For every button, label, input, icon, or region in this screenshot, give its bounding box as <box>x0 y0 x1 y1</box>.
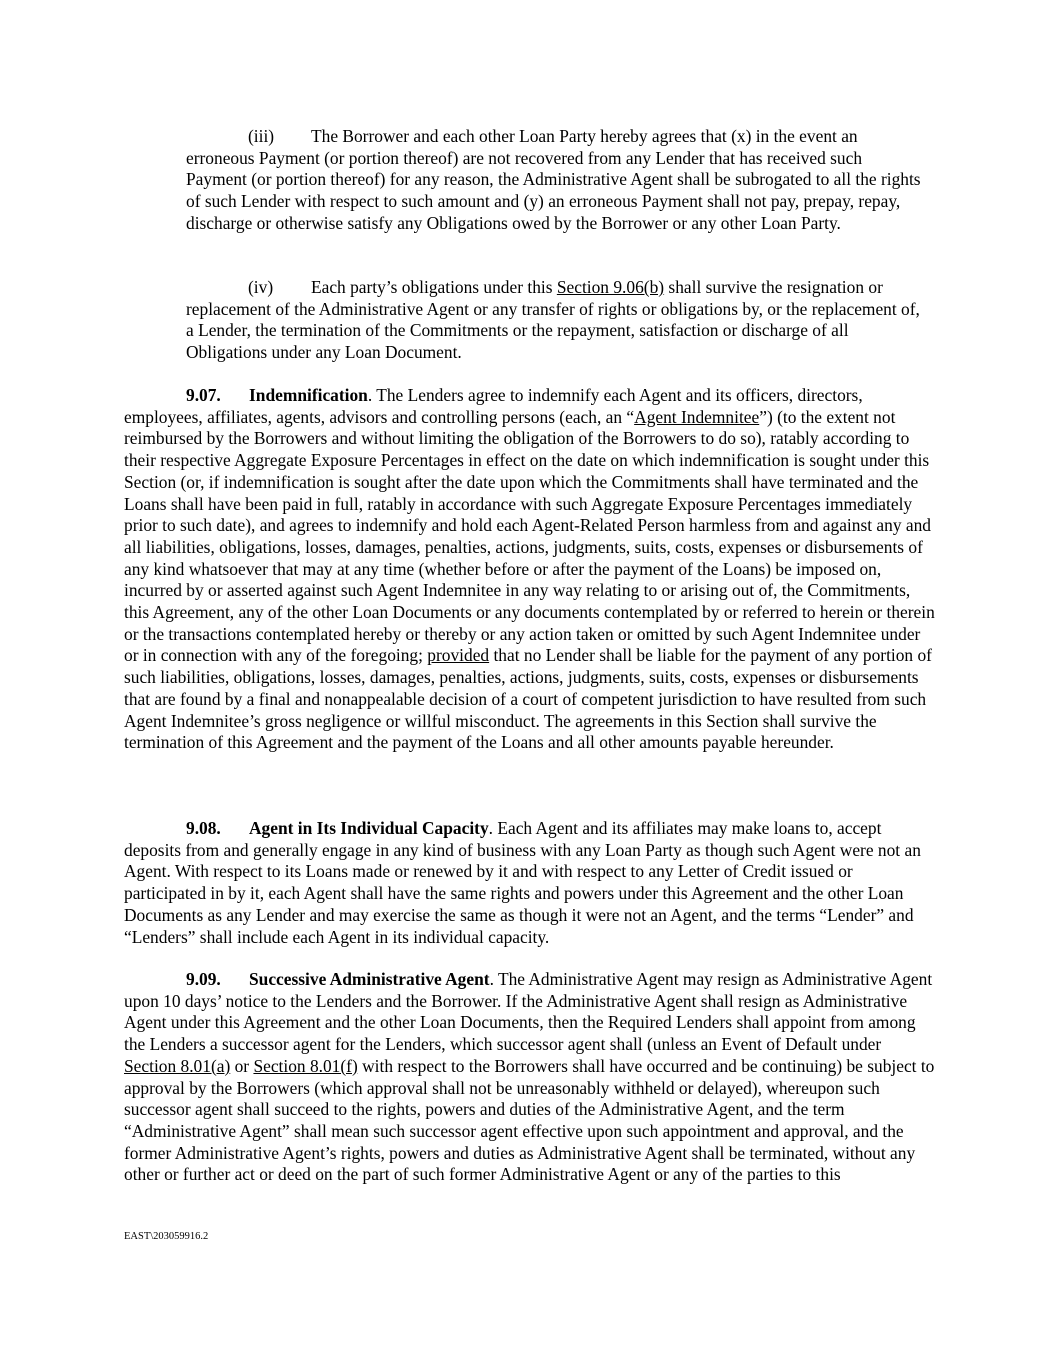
clause-text: The Borrower and each other Loan Party hereby agrees that (x) in the event an erroneous Payment (or portion thereof) are not recovered from any Lender that has received such Payment (or portion thereof) for any reason, the Administrative Agent shall be subrogated to all the rights of such Lender with respect to such amount and (y) an erroneous Payment shall not pay, prepay, repay, discharge or otherwise satisfy any Obligations owed by the Borrower or any other Loan Party. <box>186 126 921 233</box>
section-9-08 <box>124 818 936 948</box>
section-number: 9.08. <box>186 818 221 838</box>
section-text: or <box>230 1055 254 1076</box>
clause-number: (iii) <box>248 126 275 146</box>
section-text: with respect to the Borrowers shall have occurred and be continuing) be subject to approval by the Borrowers (which approval shall not be unreasonably withheld or delayed), whereupon such successor agent shall succeed to the rights, powers and duties of the Administrative Agent, and the term “Administrative Agent” shall mean such successor agent effective upon such appointment and approval, and the former Administrative Agent’s rights, powers and duties as Administrative Agent shall be terminated, without any other or further act or deed on the part of such former Administrative Agent or any of the parties to this <box>124 1055 935 1185</box>
section-reference-link[interactable]: Section 9.06(b) <box>556 277 665 297</box>
section-text: ”) (to the extent not reimbursed by the Borrowers and without limiting the obligation of the Borrowers to do so), ratably according to their respective Aggregate Exposure Percentages in effect on the date on which indemnification is sought under this Section (or, if indemnification is sought after the date upon which the Commitments shall have terminated and the Loans shall have been paid in full, ratably in accordance with such Aggregate Exposure Percentages immediately prior to such date), and agrees to indemnify and hold each Agent-Related Person harmless from and against any and all liabilities, obligations, losses, damages, penalties, actions, judgments, suits, costs, expenses or disbursements of any kind whatsoever that may at any time (whether before or after the payment of the Loans) be imposed on, incurred by or asserted against such Agent Indemnitee in any way relating to or arising out of, the Commitments, this Agreement, any of the other Loan Documents or any documents contemplated by or referred to herein or therein or the transactions contemplated hereby or thereby or any action taken or omitted by such Agent Indemnitee under or in connection with any of the foregoing; <box>124 406 935 666</box>
section-9-09 <box>124 969 936 1186</box>
clause-text: shall survive the resignation or replacement of the Administrative Agent or any transfer of rights or obligations by, or the replacement of, a Lender, the termination of the Commitments or the repayment, satisfaction or discharge of all Obligations under any Loan Document. <box>186 277 920 363</box>
paragraph-iii <box>186 126 926 235</box>
section-9-07 <box>124 385 936 754</box>
paragraph-iv <box>186 277 926 364</box>
proviso-term: provided <box>427 645 490 666</box>
clause-text: Each party’s obligations under this <box>311 277 557 297</box>
section-text: that no Lender shall be liable for the payment of any portion of such liabilities, obligations, losses, damages, penalties, actions, judgments, suits, costs, expenses or disbursements that are found by a final and nonappealable decision of a court of competent jurisdiction to have resulted from such Agent Indemnitee’s gross negligence or willful misconduct. The agreements in this Section shall survive the termination of this Agreement and the payment of the Loans and all other amounts payable hereunder. <box>124 645 932 753</box>
section-reference-link[interactable]: Section 8.01(a) <box>124 1055 231 1076</box>
section-heading: Agent in Its Individual Capacity <box>249 818 489 838</box>
section-reference-link[interactable]: Section 8.01(f) <box>253 1055 358 1076</box>
defined-term: Agent Indemnitee <box>634 406 760 427</box>
section-number: 9.09. <box>186 969 221 989</box>
section-text: . The Lenders agree to indemnify each Agent and its officers, directors, employees, affiliates, agents, advisors and controlling persons (each, an “ <box>124 385 863 427</box>
section-heading: Indemnification <box>249 385 368 405</box>
document-footer-id: EAST\203059916.2 <box>124 1231 209 1242</box>
clause-number: (iv) <box>248 277 274 297</box>
section-number: 9.07. <box>186 385 221 405</box>
section-text: . The Administrative Agent may resign as Administrative Agent upon 10 days’ notice to the Lenders and the Borrower. If the Administrative Agent shall resign as Administrative Agent under this Agreement and the other Loan Documents, then the Required Lenders shall appoint from among the Lenders a successor agent for the Lenders, which successor agent shall (unless an Event of Default under <box>124 969 933 1055</box>
section-text: . Each Agent and its affiliates may make loans to, accept deposits from and generally engage in any kind of business with any Loan Party as though such Agent were not an Agent. With respect to its Loans made or renewed by it and with respect to any Letter of Credit issued or participated in by it, each Agent shall have the same rights and powers under this Agreement and the other Loan Documents as any Lender and may exercise the same as though it were not an Agent, and the terms “Lender” and “Lenders” shall include each Agent in its individual capacity. <box>124 818 921 947</box>
section-heading: Successive Administrative Agent <box>249 969 490 989</box>
